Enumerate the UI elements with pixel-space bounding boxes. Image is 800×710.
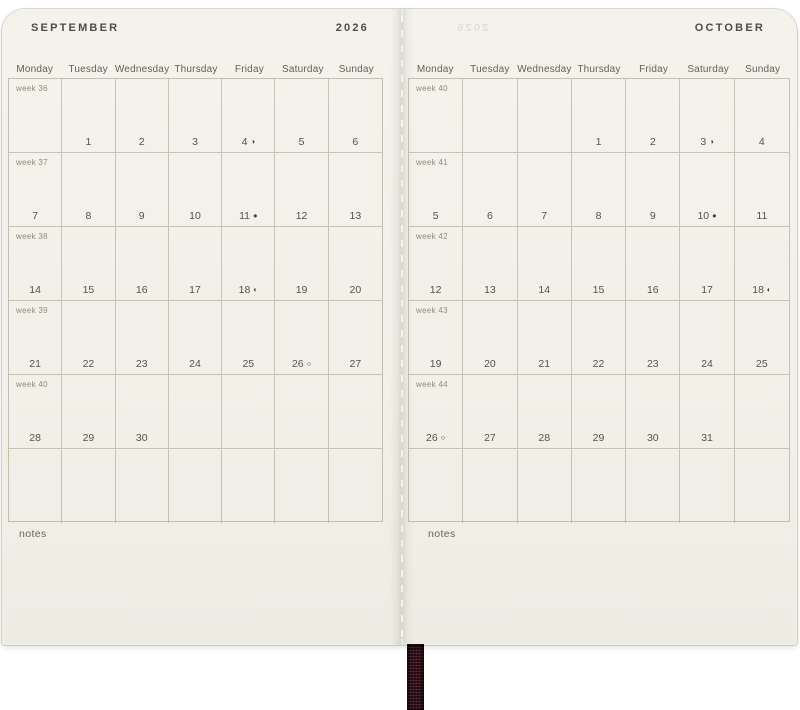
- date-number: 22: [592, 358, 605, 370]
- day-cell: [116, 227, 169, 301]
- date-number: 24: [701, 358, 713, 370]
- day-cell: [735, 375, 789, 449]
- date-number: 21: [29, 358, 41, 370]
- day-cell: [169, 153, 222, 227]
- day-cell: [735, 227, 789, 301]
- day-cell: [680, 153, 734, 227]
- month-title: OCTOBER: [694, 22, 765, 34]
- day-header-row: [8, 59, 383, 75]
- date-number: 3: [192, 136, 198, 148]
- day-header-row: [408, 59, 790, 75]
- day-cell: [680, 449, 734, 523]
- week-number-label: week 36: [16, 84, 48, 93]
- date-number: 17: [701, 284, 713, 296]
- date-number: 16: [135, 284, 148, 296]
- week-number-label: week 40: [416, 84, 448, 93]
- day-cell: [222, 375, 275, 449]
- last-quarter-moon-icon: ◑: [709, 137, 714, 146]
- date-number: 7: [32, 210, 39, 222]
- day-cell: [463, 79, 517, 153]
- notes-label: notes: [19, 528, 47, 540]
- date-number: 24: [189, 358, 201, 370]
- day-cell: [572, 375, 626, 449]
- date-number: 6: [352, 136, 359, 148]
- date-number: 29: [82, 432, 95, 444]
- day-cell: [169, 227, 222, 301]
- day-cell: [62, 449, 115, 523]
- date-number: 28: [29, 432, 41, 444]
- page-header: [8, 22, 383, 37]
- day-cell: [463, 449, 517, 523]
- day-cell: [409, 301, 463, 375]
- day-cell: [463, 153, 517, 227]
- day-cell: [735, 153, 789, 227]
- day-cell: [680, 301, 734, 375]
- date-number: 23: [135, 358, 148, 370]
- date-number: 29: [592, 432, 605, 444]
- day-cell: [116, 301, 169, 375]
- first-quarter-moon-icon: ◐: [253, 285, 258, 294]
- day-header-saturday: Saturday: [282, 64, 324, 75]
- day-cell: [222, 301, 275, 375]
- bleed-through-year: 2026: [455, 22, 489, 34]
- day-header-thursday: Thursday: [174, 64, 218, 75]
- day-cell: [329, 449, 382, 523]
- day-cell: [275, 375, 328, 449]
- page-september: [8, 9, 383, 645]
- date-number: 18 ◐: [752, 284, 772, 296]
- day-cell: [62, 79, 115, 153]
- day-cell: [572, 449, 626, 523]
- day-cell: [680, 79, 734, 153]
- notes-label: notes: [428, 528, 456, 540]
- date-number: 27: [349, 358, 362, 370]
- day-cell: [680, 227, 734, 301]
- day-cell: [626, 79, 680, 153]
- day-cell: [329, 375, 382, 449]
- day-header-monday: Monday: [416, 64, 454, 75]
- day-cell: [116, 449, 169, 523]
- date-number: 10 ●: [697, 210, 717, 222]
- date-number: 26 ○: [426, 432, 446, 444]
- day-cell: [409, 79, 463, 153]
- day-cell: [409, 449, 463, 523]
- day-cell: [409, 375, 463, 449]
- day-cell: [275, 449, 328, 523]
- day-cell: [9, 301, 62, 375]
- day-cell: [169, 301, 222, 375]
- day-cell: [222, 227, 275, 301]
- week-number-label: week 44: [416, 380, 448, 389]
- page-header: [408, 22, 790, 37]
- day-cell: [62, 301, 115, 375]
- new-moon-icon: ●: [252, 211, 258, 220]
- day-cell: [463, 301, 517, 375]
- date-number: 18 ◐: [238, 284, 258, 296]
- date-number: 20: [349, 284, 362, 296]
- day-cell: [626, 227, 680, 301]
- day-cell: [572, 227, 626, 301]
- day-cell: [409, 227, 463, 301]
- day-header-monday: Monday: [16, 64, 54, 75]
- day-cell: [169, 375, 222, 449]
- day-cell: [572, 153, 626, 227]
- week-number-label: week 43: [416, 306, 448, 315]
- month-grid: [8, 78, 383, 522]
- day-cell: [9, 227, 62, 301]
- date-number: 21: [538, 358, 551, 370]
- day-cell: [518, 227, 572, 301]
- date-number: 20: [484, 358, 496, 370]
- day-header-friday: Friday: [639, 64, 669, 75]
- day-cell: [222, 79, 275, 153]
- date-number: 12: [429, 284, 442, 296]
- date-number: 7: [541, 210, 548, 222]
- date-number: 15: [82, 284, 95, 296]
- week-number-label: week 42: [416, 232, 448, 241]
- day-header-saturday: Saturday: [687, 64, 729, 75]
- date-number: 30: [646, 432, 659, 444]
- day-cell: [329, 301, 382, 375]
- day-header-tuesday: Tuesday: [470, 64, 510, 75]
- date-number: 1: [595, 136, 602, 148]
- open-planner: [2, 9, 797, 645]
- week-number-label: week 40: [16, 380, 48, 389]
- day-cell: [9, 449, 62, 523]
- date-number: 12: [295, 210, 308, 222]
- date-number: 11 ●: [239, 210, 258, 222]
- week-number-label: week 38: [16, 232, 48, 241]
- day-cell: [518, 79, 572, 153]
- date-number: 5: [298, 136, 305, 148]
- date-number: 31: [701, 432, 713, 444]
- day-cell: [222, 449, 275, 523]
- day-header-thursday: Thursday: [577, 64, 621, 75]
- day-header-sunday: Sunday: [745, 64, 781, 75]
- week-number-label: week 41: [416, 158, 448, 167]
- date-number: 9: [649, 210, 656, 222]
- day-header-tuesday: Tuesday: [68, 64, 108, 75]
- date-number: 16: [646, 284, 659, 296]
- day-cell: [275, 227, 328, 301]
- date-number: 13: [484, 284, 496, 296]
- day-cell: [518, 449, 572, 523]
- ribbon-bookmark: [407, 644, 424, 710]
- date-number: 30: [135, 432, 148, 444]
- day-cell: [572, 301, 626, 375]
- date-number: 23: [646, 358, 659, 370]
- month-title: SEPTEMBER: [31, 22, 120, 34]
- day-cell: [735, 301, 789, 375]
- date-number: 14: [29, 284, 41, 296]
- date-number: 8: [595, 210, 602, 222]
- day-cell: [626, 449, 680, 523]
- date-number: 10: [189, 210, 201, 222]
- week-number-label: week 39: [16, 306, 48, 315]
- day-cell: [329, 153, 382, 227]
- day-cell: [735, 79, 789, 153]
- week-number-label: week 37: [16, 158, 48, 167]
- date-number: 28: [538, 432, 551, 444]
- day-cell: [463, 227, 517, 301]
- day-cell: [169, 79, 222, 153]
- date-number: 17: [189, 284, 201, 296]
- date-number: 1: [85, 136, 92, 148]
- date-number: 19: [295, 284, 308, 296]
- date-number: 5: [432, 210, 439, 222]
- date-number: 25: [756, 358, 768, 370]
- day-cell: [62, 153, 115, 227]
- date-number: 25: [242, 358, 255, 370]
- day-cell: [9, 375, 62, 449]
- date-number: 15: [592, 284, 605, 296]
- date-number: 9: [138, 210, 145, 222]
- day-cell: [626, 301, 680, 375]
- date-number: 13: [349, 210, 362, 222]
- day-cell: [463, 375, 517, 449]
- day-cell: [409, 153, 463, 227]
- day-cell: [626, 375, 680, 449]
- last-quarter-moon-icon: ◑: [250, 137, 255, 146]
- date-number: 6: [487, 210, 493, 222]
- date-number: 27: [484, 432, 496, 444]
- day-cell: [275, 301, 328, 375]
- date-number: 2: [138, 136, 145, 148]
- day-cell: [9, 153, 62, 227]
- day-header-sunday: Sunday: [338, 64, 374, 75]
- day-cell: [518, 153, 572, 227]
- day-cell: [116, 375, 169, 449]
- day-cell: [275, 79, 328, 153]
- date-number: 22: [82, 358, 95, 370]
- month-grid: [408, 78, 790, 522]
- day-cell: [9, 79, 62, 153]
- day-cell: [680, 375, 734, 449]
- day-cell: [169, 449, 222, 523]
- full-moon-icon: ○: [440, 433, 446, 442]
- date-number: 26 ○: [291, 358, 312, 370]
- day-header-friday: Friday: [234, 64, 264, 75]
- day-cell: [275, 153, 328, 227]
- day-cell: [329, 79, 382, 153]
- date-number: 19: [429, 358, 442, 370]
- full-moon-icon: ○: [306, 359, 312, 368]
- date-number: 8: [85, 210, 92, 222]
- page-october: [408, 9, 790, 645]
- date-number: 4: [758, 136, 765, 148]
- day-header-wednesday: Wednesday: [114, 64, 170, 75]
- day-cell: [222, 153, 275, 227]
- day-cell: [62, 375, 115, 449]
- date-number: 2: [649, 136, 656, 148]
- date-number: 14: [538, 284, 551, 296]
- day-cell: [116, 79, 169, 153]
- day-cell: [626, 153, 680, 227]
- day-cell: [116, 153, 169, 227]
- day-cell: [735, 449, 789, 523]
- year-label: 2026: [335, 22, 369, 34]
- day-header-wednesday: Wednesday: [517, 64, 572, 75]
- date-number: 3 ◑: [700, 136, 714, 148]
- date-number: 4 ◑: [241, 136, 255, 148]
- day-cell: [329, 227, 382, 301]
- day-cell: [572, 79, 626, 153]
- day-cell: [518, 301, 572, 375]
- date-number: 11: [756, 210, 768, 222]
- first-quarter-moon-icon: ◐: [766, 285, 772, 294]
- new-moon-icon: ●: [712, 211, 717, 220]
- day-cell: [518, 375, 572, 449]
- day-cell: [62, 227, 115, 301]
